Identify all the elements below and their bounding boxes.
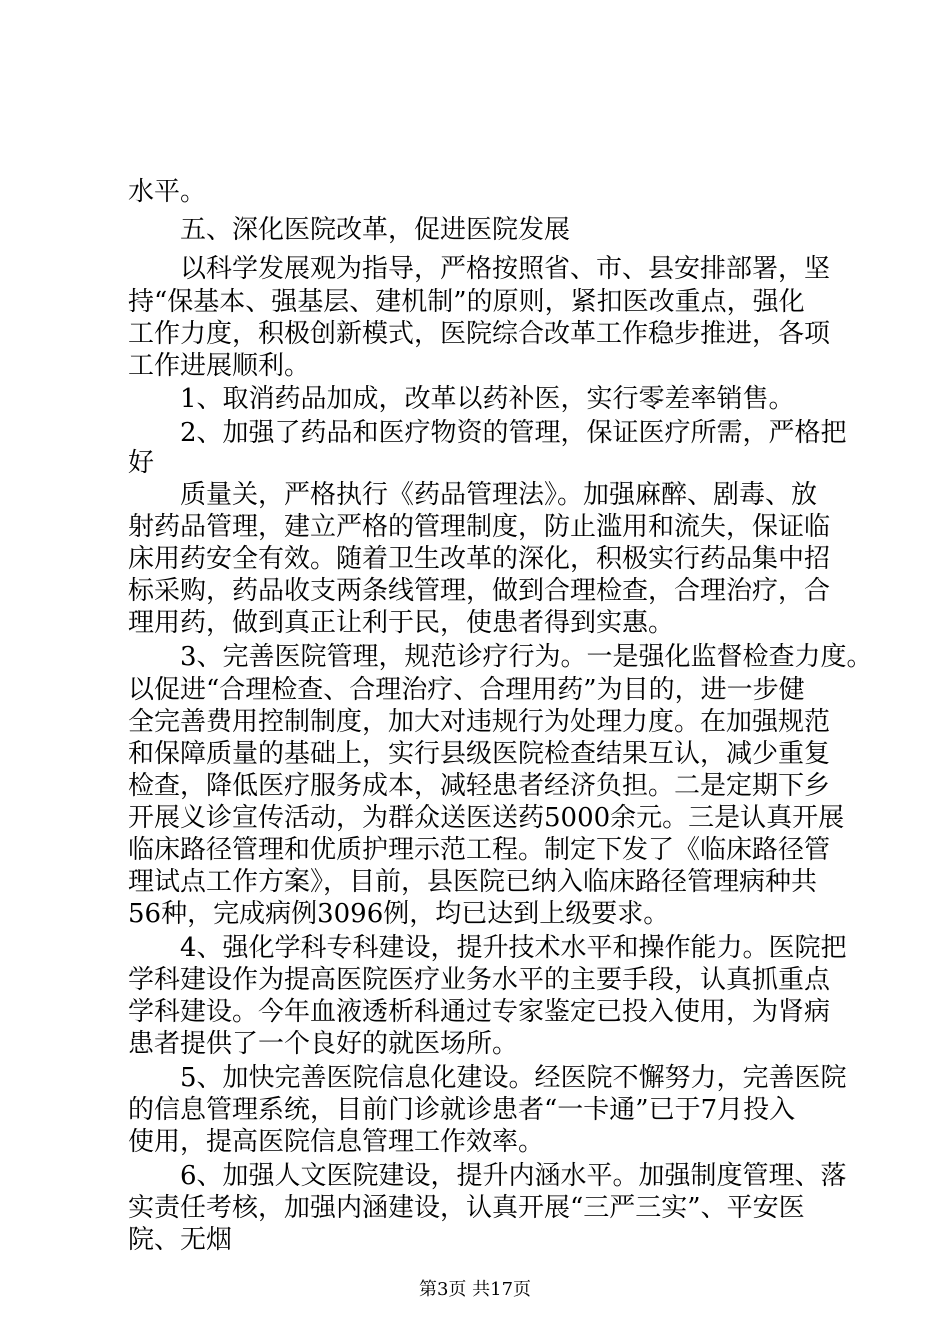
page-footer: 第3页 共17页 [418,1279,532,1300]
text-line: 患者提供了一个良好的就医场所。 [128,1029,519,1059]
text-line: 学科建设。今年血液透析科通过专家鉴定已投入使用，为肾病 [128,997,831,1027]
text-line: 实责任考核，加强内涵建设，认真开展“三严三实”、平安医 [128,1193,805,1223]
text-line: 56种，完成病例3096例，均已达到上级要求。 [128,899,670,929]
text-line: 床用药安全有效。随着卫生改革的深化，积极实行药品集中招 [128,544,831,574]
text-line: 五、深化医院改革，促进医院发展 [180,215,571,245]
text-line: 6、加强人文医院建设，提升内涵水平。加强制度管理、落 [180,1161,847,1191]
text-line: 标采购，药品收支两条线管理，做到合理检查，合理治疗，合 [128,576,831,606]
text-line: 临床路径管理和优质护理示范工程。制定下发了《临床路径管 [128,835,831,865]
text-line: 全完善费用控制制度，加大对违规行为处理力度。在加强规范 [128,707,831,737]
text-line: 以科学发展观为指导，严格按照省、市、县安排部署，坚 [180,254,831,284]
text-line: 工作力度，积极创新模式，医院综合改革工作稳步推进，各项 [128,319,831,349]
text-line: 理试点工作方案》，目前，县医院已纳入临床路径管理病种共 [128,867,818,897]
text-line: 的信息管理系统，目前门诊就诊患者“一卡通”已于7月投入 [128,1095,796,1125]
text-line: 检查，降低医疗服务成本，减轻患者经济负担。二是定期下乡 [128,771,831,801]
text-line: 使用，提高医院信息管理工作效率。 [128,1127,545,1157]
text-line: 好 [128,448,155,478]
text-line: 和保障质量的基础上，实行县级医院检查结果互认，减少重复 [128,739,831,769]
text-line: 5、加快完善医院信息化建设。经医院不懈努力，完善医院 [180,1063,847,1093]
text-line: 4、强化学科专科建设，提升技术水平和操作能力。医院把 [180,933,847,963]
text-line: 1、取消药品加成，改革以药补医，实行零差率销售。 [180,384,795,414]
text-line: 理用药，做到真正让利于民，使患者得到实惠。 [128,608,675,638]
text-line: 开展义诊宣传活动，为群众送医送药5000余元。三是认真开展 [128,803,845,833]
text-line: 院、无烟 [128,1225,233,1255]
text-line: 3、完善医院管理，规范诊疗行为。一是强化监督检查力度。 [180,642,873,672]
text-line: 质量关，严格执行《药品管理法》。加强麻醉、剧毒、放 [180,480,818,510]
text-line: 2、加强了药品和医疗物资的管理，保证医疗所需，严格把 [180,418,847,448]
text-line: 学科建设作为提高医院医疗业务水平的主要手段，认真抓重点 [128,965,831,995]
text-line: 水平。 [128,177,207,207]
text-line: 以促进“合理检查、合理治疗、合理用药”为目的，进一步健 [128,675,805,705]
text-line: 工作进展顺利。 [128,351,311,381]
text-line: 持“保基本、强基层、建机制”的原则，紧扣医改重点，强化 [128,287,805,317]
text-line: 射药品管理，建立严格的管理制度，防止滥用和流失，保证临 [128,512,831,542]
